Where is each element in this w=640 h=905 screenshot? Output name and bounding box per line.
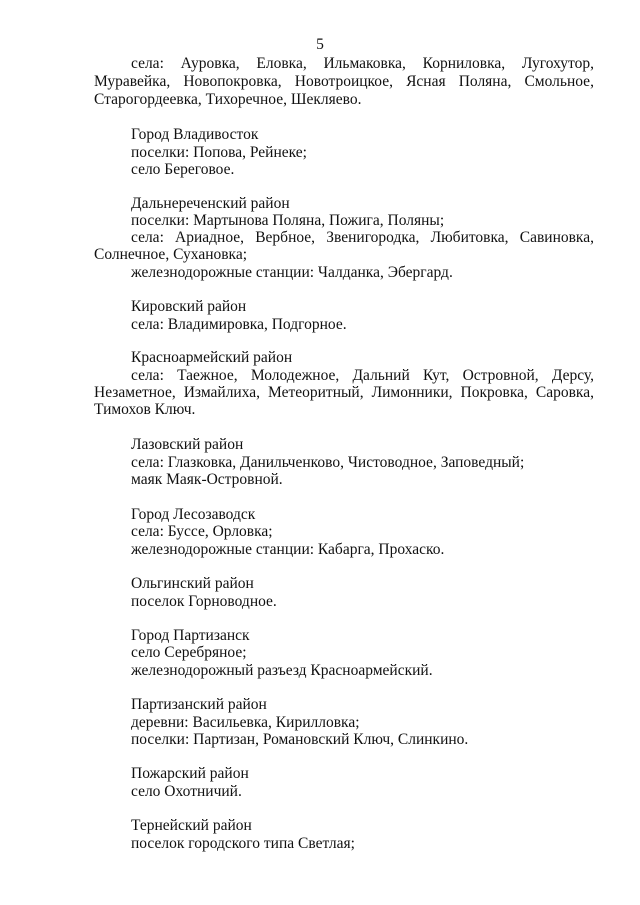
word: Новотроицкое, xyxy=(294,73,393,90)
word: Новопокровка, xyxy=(183,73,282,90)
section-line xyxy=(131,367,594,385)
section-heading: Красноармейский район xyxy=(131,349,293,366)
section-line: маяк Маяк-Островной. xyxy=(131,471,283,488)
section-line: села: Глазковка, Данильченково, Чистоводное, Заповедный; xyxy=(131,454,525,471)
word: Незаметное, xyxy=(94,384,176,401)
word: Любитовка, xyxy=(430,229,509,246)
section-line xyxy=(131,229,594,247)
section-line: село Охотничий. xyxy=(131,783,242,800)
section-line: поселок городского типа Светлая; xyxy=(131,835,355,852)
word: Метеоритный, xyxy=(268,384,364,401)
section-line: поселки: Партизан, Романовский Ключ, Слинкино. xyxy=(131,731,469,748)
section-intro-line-1 xyxy=(131,55,594,73)
word: Дальний xyxy=(352,367,410,384)
section-heading: Город Партизанск xyxy=(131,627,250,644)
word: Вербное, xyxy=(255,229,316,246)
word: Ариадное, xyxy=(175,229,245,246)
section-heading: Кировский район xyxy=(131,298,247,315)
word: Кут, xyxy=(422,367,450,384)
section-line: село Серебряное; xyxy=(131,644,247,661)
section-line: поселки: Попова, Рейнеке; xyxy=(131,144,307,161)
word: Смольное, xyxy=(524,73,594,90)
section-heading: Пожарский район xyxy=(131,765,249,782)
section-line: железнодорожный разъезд Красноармейский. xyxy=(131,662,433,679)
word: Звенигородка, xyxy=(326,229,420,246)
section-line: Солнечное, Сухановка; xyxy=(94,246,248,263)
word: Дерсу, xyxy=(551,367,594,384)
section-line: деревни: Васильевка, Кирилловка; xyxy=(131,714,360,731)
word: Ауровка, xyxy=(180,55,240,72)
word: Покровка, xyxy=(460,384,528,401)
section-heading: Город Лесозаводск xyxy=(131,506,256,523)
word: Саровка, xyxy=(535,384,594,401)
word: Еловка, xyxy=(256,55,307,72)
word: села: xyxy=(131,229,164,246)
word: Муравейка, xyxy=(94,73,171,90)
word: Молодежное, xyxy=(250,367,340,384)
section-heading: Ольгинский район xyxy=(131,575,254,592)
page-number: 5 xyxy=(316,36,324,53)
word: Островной, xyxy=(462,367,539,384)
section-line: железнодорожные станции: Чалданка, Эбергард. xyxy=(131,264,453,281)
section-line xyxy=(94,384,594,402)
word: Лугохутор, xyxy=(521,55,594,72)
section-intro-line-2 xyxy=(94,73,594,91)
section-line: села: Владимировка, Подгорное. xyxy=(131,316,347,333)
word: Лимонники, xyxy=(371,384,453,401)
word: Ясная xyxy=(406,73,446,90)
section-heading: Дальнереченский район xyxy=(131,195,290,212)
word: Савиновка, xyxy=(519,229,594,246)
word: Корниловка, xyxy=(422,55,506,72)
section-heading: Лазовский район xyxy=(131,436,244,453)
section-line: железнодорожные станции: Кабарга, Прохаско. xyxy=(131,541,445,558)
section-line: село Береговое. xyxy=(131,161,235,178)
word: села: xyxy=(131,55,164,72)
word: Таежное, xyxy=(177,367,238,384)
word: Ильмаковка, xyxy=(323,55,406,72)
word: Измайлиха, xyxy=(183,384,261,401)
section-heading: Партизанский район xyxy=(131,696,267,713)
section-line: поселок Горноводное. xyxy=(131,593,277,610)
word: Поляна, xyxy=(458,73,512,90)
section-heading: Город Владивосток xyxy=(131,126,259,143)
section-line: Тимохов Ключ. xyxy=(94,401,196,418)
section-line: поселки: Мартынова Поляна, Пожига, Поляны; xyxy=(131,212,445,229)
word: села: xyxy=(131,367,164,384)
section-line: села: Буссе, Орловка; xyxy=(131,523,273,540)
section-intro-line-3: Старогордеевка, Тихоречное, Шекляево. xyxy=(94,91,362,108)
section-heading: Тернейский район xyxy=(131,817,252,834)
